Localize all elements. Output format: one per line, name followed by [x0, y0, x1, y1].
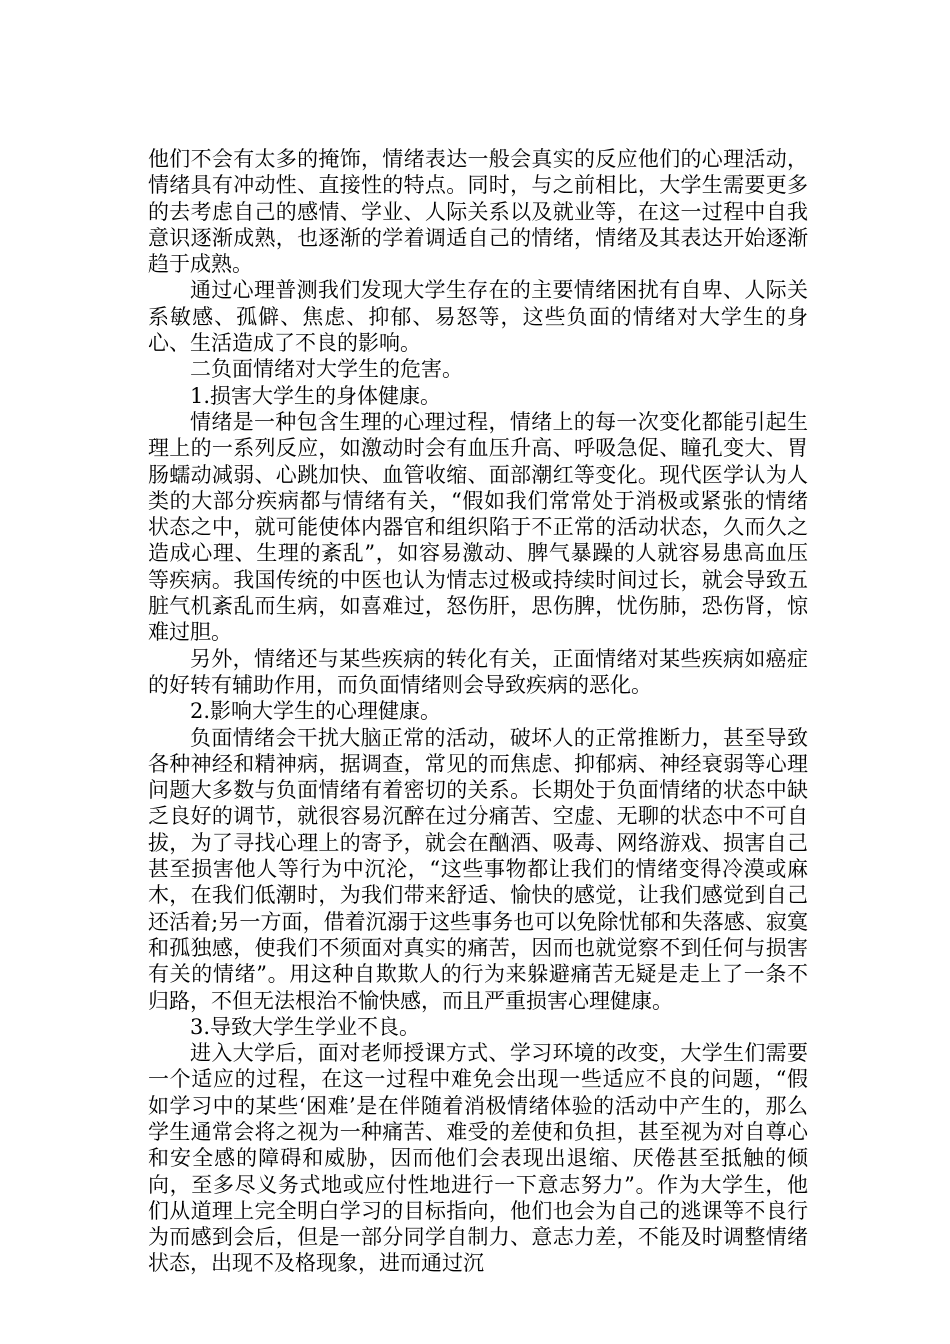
paragraph-academic-performance: 进入大学后，面对老师授课方式、学习环境的改变，大学生们需要一个适应的过程，在这一过程中难免会出现一些适应不良的问题，“假如学习中的某些‘困难’是在伴随着消极情绪体验的活动中产生的，那么学生通常会将之视为一种痛苦、难受的差使和负担，甚至视为对自尊心和安全感的障碍和威胁，因而他们会表现出退缩、厌倦甚至抵触的倾向，至多尽义务式地或应付性地进行一下意志努力”。作为大学生，他们从道理上完全明白学习的目标指向，他们也会为自己的逃课等不良行为而感到会后，但是一部分同学自制力、意志力差，不能及时调整情绪状态，出现不及格现象，进而通过沉 — [148, 1041, 808, 1276]
subheading-mental-health: 2.影响大学生的心理健康。 — [190, 699, 442, 724]
document-body — [148, 146, 808, 1277]
subheading-physical-health: 1.损害大学生的身体健康。 — [190, 383, 442, 408]
paragraph-continuation: 他们不会有太多的掩饰，情绪表达一般会真实的反应他们的心理活动，情绪具有冲动性、直接性的特点。同时，与之前相比，大学生需要更多的去考虑自己的感情、学业、人际关系以及就业等，在这一过程中自我意识逐渐成熟，也逐渐的学着调适自己的情绪，情绪及其表达开始逐渐趋于成熟。 — [148, 147, 808, 277]
paragraph-mental-health: 负面情绪会干扰大脑正常的活动，破坏人的正常推断力，甚至导致各种神经和精神病，据调查，常见的而焦虑、抑郁病、神经衰弱等心理问题大多数与负面情绪有着密切的关系。长期处于负面情绪的状态中缺乏良好的调节，就很容易沉醉在过分痛苦、空虚、无聊的状态中不可自拔，为了寻找心理上的寄予，就会在酗酒、吸毒、网络游戏、损害自己甚至损害他人等行为中沉沦，“这些事物都让我们的情绪变得冷漠或麻木，在我们低潮时，为我们带来舒适、愉快的感觉，让我们感觉到自己还活着;另一方面，借着沉溺于这些事务也可以免除忧郁和失落感、寂寞和孤独感，使我们不须面对真实的痛苦，因而也就觉察不到任何与损害有关的情绪”。用这种自欺欺人的行为来躲避痛苦无疑是走上了一条不归路，不但无法根治不愉快感，而且严重损害心理健康。 — [148, 725, 808, 1013]
subheading-academic-performance: 3.导致大学生学业不良。 — [190, 1014, 421, 1039]
section-heading-harms: 二负面情绪对大学生的危害。 — [190, 357, 463, 382]
paragraph-emotional-distress: 通过心理普测我们发现大学生存在的主要情绪困扰有自卑、人际关系敏感、孤僻、焦虑、抑郁、易怒等，这些负面的情绪对大学生的身心、生活造成了不良的影响。 — [148, 278, 808, 356]
paragraph-physical-health: 情绪是一种包含生理的心理过程，情绪上的每一次变化都能引起生理上的一系列反应，如激动时会有血压升高、呼吸急促、瞳孔变大、胃肠蠕动减弱、心跳加快、血管收缩、面部潮红等变化。现代医学认为人类的大部分疾病都与情绪有关，“假如我们常常处于消极或紧张的情绪状态之中，就可能使体内器官和组织陷于不正常的活动状态，久而久之造成心理、生理的紊乱”，如容易激动、脾气暴躁的人就容易患高血压等疾病。我国传统的中医也认为情志过极或持续时间过长，就会导致五脏气机紊乱而生病，如喜难过，怒伤肝，思伤脾，忧伤肺，恐伤肾，惊难过胆。 — [148, 409, 808, 645]
paragraph-disease-transformation: 另外，情绪还与某些疾病的转化有关，正面情绪对某些疾病如癌症的好转有辅助作用，而负面情绪则会导致疾病的恶化。 — [148, 646, 808, 697]
